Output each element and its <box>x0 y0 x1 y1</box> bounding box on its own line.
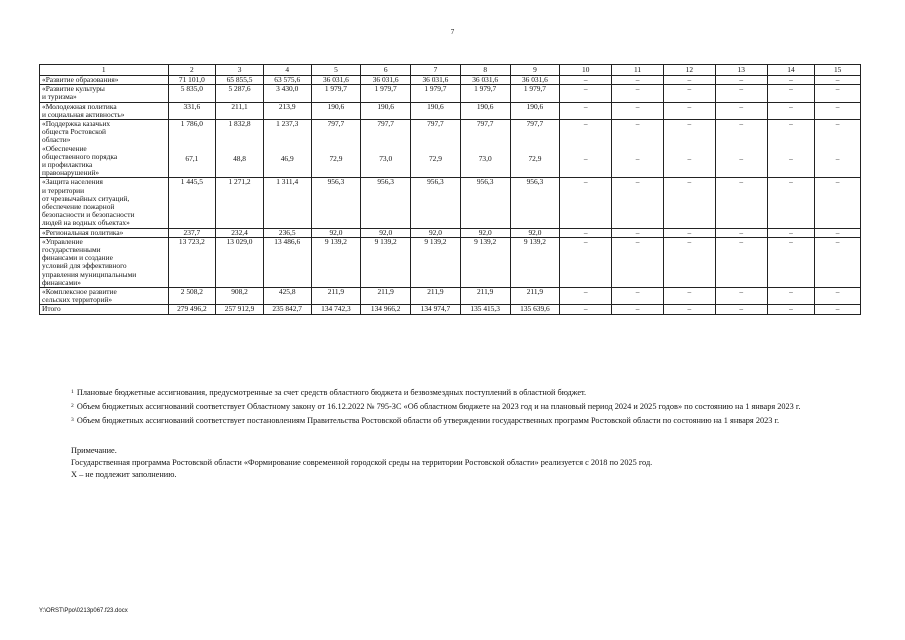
program-name-line: «Региональная политика» <box>42 227 124 237</box>
value-cell: 211,9 <box>361 288 411 305</box>
value-cell: 237,7 <box>168 228 216 237</box>
column-header: 4 <box>263 65 311 76</box>
program-name-line: общественного порядка <box>42 151 118 161</box>
empty-value-cell: – <box>715 237 767 287</box>
program-name-line: «Защита населения <box>42 177 103 187</box>
empty-value-cell: – <box>767 288 815 305</box>
value-cell: 2 508,2 <box>168 288 216 305</box>
value-cell: 65 855,5 <box>216 76 264 85</box>
footnote-text: Объем бюджетных ассигнований соответствует Областному закону от 16.12.2022 № 795-ЗС «Об областном бюджете на 2023 год и на плановый период 2024 и 2025 годов» по состоянию на 1 января 2023 г. <box>74 402 801 411</box>
empty-value-cell: – <box>767 120 815 145</box>
value-cell: 9 139,2 <box>510 237 560 287</box>
note-line: Государственная программа Ростовской области «Формирование современной городской среды на территории Ростовской области» реализуется с 2018 по 2025 год. <box>71 458 653 467</box>
empty-value-cell: – <box>560 85 612 102</box>
empty-value-cell: – <box>663 85 715 102</box>
empty-value-cell: – <box>560 305 612 314</box>
value-cell: 797,7 <box>311 120 361 145</box>
program-name-line: области» <box>42 135 71 145</box>
empty-value-cell: – <box>663 237 715 287</box>
table-row <box>40 288 861 305</box>
column-header: 5 <box>311 65 361 76</box>
value-cell: 135 639,6 <box>510 305 560 314</box>
column-header: 2 <box>168 65 216 76</box>
program-name-cell <box>40 120 169 145</box>
table-body <box>40 76 861 315</box>
program-name-line: обществ Ростовской <box>42 127 106 137</box>
empty-value-cell: – <box>767 102 815 119</box>
program-name-line: «Обеспечение <box>42 143 87 153</box>
value-cell: 92,0 <box>411 228 461 237</box>
empty-value-cell: – <box>767 228 815 237</box>
empty-value-cell: – <box>663 76 715 85</box>
empty-value-cell: – <box>715 288 767 305</box>
value-cell: 9 139,2 <box>361 237 411 287</box>
program-name-line: и туризма» <box>42 92 77 102</box>
empty-value-cell: – <box>663 145 715 178</box>
value-cell: 956,3 <box>311 178 361 228</box>
empty-value-cell: – <box>715 76 767 85</box>
empty-value-cell: – <box>560 237 612 287</box>
footnotes <box>39 388 864 482</box>
value-cell: 797,7 <box>411 120 461 145</box>
empty-value-cell: – <box>815 76 861 85</box>
value-cell: 797,7 <box>510 120 560 145</box>
empty-value-cell: – <box>815 178 861 228</box>
value-cell: 797,7 <box>460 120 510 145</box>
value-cell: 213,9 <box>263 102 311 119</box>
program-name-line: условий для эффективного <box>42 261 127 271</box>
value-cell: 63 575,6 <box>263 76 311 85</box>
column-header: 13 <box>715 65 767 76</box>
value-cell: 13 486,6 <box>263 237 311 287</box>
program-name-cell <box>40 228 169 237</box>
value-cell: 1 445,5 <box>168 178 216 228</box>
program-name-line: «Развитие образования» <box>42 75 119 84</box>
empty-value-cell: – <box>715 305 767 314</box>
empty-value-cell: – <box>767 145 815 178</box>
empty-value-cell: – <box>767 85 815 102</box>
empty-value-cell: – <box>815 85 861 102</box>
footnote-list <box>39 388 864 426</box>
empty-value-cell: – <box>715 85 767 102</box>
table-row <box>40 237 861 287</box>
value-cell: 211,1 <box>216 102 264 119</box>
value-cell: 1 979,7 <box>361 85 411 102</box>
program-name-line: «Поддержка казачьих <box>42 119 111 129</box>
table-row <box>40 228 861 237</box>
value-cell: 1 979,7 <box>411 85 461 102</box>
program-name-line: государственными <box>42 245 101 255</box>
empty-value-cell: – <box>767 76 815 85</box>
notes-title: Примечание. <box>71 446 117 455</box>
program-name-cell <box>40 145 169 178</box>
value-cell: 72,9 <box>411 145 461 178</box>
value-cell: 67,1 <box>168 145 216 178</box>
empty-value-cell: – <box>715 102 767 119</box>
empty-value-cell: – <box>815 120 861 145</box>
column-header: 3 <box>216 65 264 76</box>
value-cell: 46,9 <box>263 145 311 178</box>
empty-value-cell: – <box>815 102 861 119</box>
value-cell: 9 139,2 <box>311 237 361 287</box>
value-cell: 235 842,7 <box>263 305 311 314</box>
empty-value-cell: – <box>612 305 664 314</box>
footnote-number: 3 <box>71 417 74 423</box>
value-cell: 190,6 <box>460 102 510 119</box>
value-cell: 73,0 <box>361 145 411 178</box>
value-cell: 425,8 <box>263 288 311 305</box>
empty-value-cell: – <box>663 178 715 228</box>
empty-value-cell: – <box>560 145 612 178</box>
value-cell: 36 031,6 <box>311 76 361 85</box>
footnote-number: 1 <box>71 389 74 395</box>
footnote-number: 2 <box>71 403 74 409</box>
empty-value-cell: – <box>715 145 767 178</box>
table-row <box>40 305 861 314</box>
value-cell: 1 786,0 <box>168 120 216 145</box>
empty-value-cell: – <box>663 288 715 305</box>
program-name-line: обеспечение пожарной <box>42 202 115 212</box>
value-cell: 5 835,0 <box>168 85 216 102</box>
column-header: 12 <box>663 65 715 76</box>
value-cell: 1 979,7 <box>510 85 560 102</box>
program-name-line: правонарушений» <box>42 168 100 178</box>
notes-lines <box>71 458 864 480</box>
column-header: 15 <box>815 65 861 76</box>
program-name-line: и социальная активность» <box>42 109 125 119</box>
value-cell: 236,5 <box>263 228 311 237</box>
value-cell: 13 723,2 <box>168 237 216 287</box>
value-cell: 134 742,3 <box>311 305 361 314</box>
footnote-text: Плановые бюджетные ассигнования, предусмотренные за счет средств областного бюджета и безвозмездных поступлений в областной бюджет. <box>74 388 587 397</box>
program-name-line: и территории <box>42 185 85 195</box>
empty-value-cell: – <box>663 228 715 237</box>
program-name-line: сельских территорий» <box>42 295 113 305</box>
value-cell: 797,7 <box>361 120 411 145</box>
value-cell: 92,0 <box>361 228 411 237</box>
program-name-line: Итого <box>42 304 61 314</box>
value-cell: 3 430,0 <box>263 85 311 102</box>
program-name-line: безопасности и безопасности <box>42 210 135 220</box>
value-cell: 279 496,2 <box>168 305 216 314</box>
value-cell: 908,2 <box>216 288 264 305</box>
value-cell: 956,3 <box>460 178 510 228</box>
empty-value-cell: – <box>560 178 612 228</box>
empty-value-cell: – <box>612 178 664 228</box>
value-cell: 190,6 <box>361 102 411 119</box>
empty-value-cell: – <box>560 120 612 145</box>
empty-value-cell: – <box>612 145 664 178</box>
value-cell: 211,9 <box>411 288 461 305</box>
empty-value-cell: – <box>715 178 767 228</box>
program-name-cell <box>40 85 169 102</box>
empty-value-cell: – <box>560 228 612 237</box>
value-cell: 1 271,2 <box>216 178 264 228</box>
notes-block <box>39 446 864 480</box>
column-header: 1 <box>40 65 169 76</box>
program-name-line: финансами» <box>42 277 81 287</box>
page-number: 7 <box>450 28 455 36</box>
table-row <box>40 178 861 228</box>
value-cell: 211,9 <box>510 288 560 305</box>
empty-value-cell: – <box>663 120 715 145</box>
value-cell: 956,3 <box>411 178 461 228</box>
value-cell: 190,6 <box>510 102 560 119</box>
empty-value-cell: – <box>612 288 664 305</box>
empty-value-cell: – <box>767 237 815 287</box>
value-cell: 134 974,7 <box>411 305 461 314</box>
empty-value-cell: – <box>715 228 767 237</box>
value-cell: 331,6 <box>168 102 216 119</box>
value-cell: 36 031,6 <box>411 76 461 85</box>
value-cell: 956,3 <box>510 178 560 228</box>
value-cell: 92,0 <box>510 228 560 237</box>
value-cell: 1 832,8 <box>216 120 264 145</box>
budget-table <box>39 64 861 315</box>
value-cell: 36 031,6 <box>510 76 560 85</box>
program-name-line: и профилактика <box>42 160 93 170</box>
value-cell: 48,8 <box>216 145 264 178</box>
value-cell: 1 979,7 <box>460 85 510 102</box>
value-cell: 13 029,0 <box>216 237 264 287</box>
empty-value-cell: – <box>612 76 664 85</box>
empty-value-cell: – <box>612 237 664 287</box>
empty-value-cell: – <box>715 120 767 145</box>
value-cell: 956,3 <box>361 178 411 228</box>
empty-value-cell: – <box>767 305 815 314</box>
empty-value-cell: – <box>560 76 612 85</box>
footnote <box>39 388 864 398</box>
column-header: 8 <box>460 65 510 76</box>
value-cell: 9 139,2 <box>460 237 510 287</box>
empty-value-cell: – <box>767 178 815 228</box>
value-cell: 134 966,2 <box>361 305 411 314</box>
column-header: 10 <box>560 65 612 76</box>
empty-value-cell: – <box>560 288 612 305</box>
value-cell: 5 287,6 <box>216 85 264 102</box>
note-line: Х – не подлежит заполнению. <box>71 470 177 479</box>
program-name-cell <box>40 102 169 119</box>
table-row <box>40 120 861 145</box>
empty-value-cell: – <box>815 228 861 237</box>
footnote <box>39 402 864 412</box>
column-header: 7 <box>411 65 461 76</box>
program-name-line: «Развитие культуры <box>42 84 105 94</box>
program-name-line: «Комплексное развитие <box>42 287 117 297</box>
column-header: 11 <box>612 65 664 76</box>
value-cell: 190,6 <box>411 102 461 119</box>
value-cell: 36 031,6 <box>460 76 510 85</box>
value-cell: 73,0 <box>460 145 510 178</box>
empty-value-cell: – <box>815 288 861 305</box>
empty-value-cell: – <box>815 305 861 314</box>
empty-value-cell: – <box>663 102 715 119</box>
value-cell: 190,6 <box>311 102 361 119</box>
program-name-line: от чрезвычайных ситуаций, <box>42 193 130 203</box>
empty-value-cell: – <box>612 120 664 145</box>
table-row <box>40 102 861 119</box>
value-cell: 36 031,6 <box>361 76 411 85</box>
table-row <box>40 85 861 102</box>
file-path: Y:\ORST\Ppo\0213p067.f23.docx <box>39 608 128 614</box>
column-header: 14 <box>767 65 815 76</box>
program-name-line: людей на водных объектах» <box>42 218 130 228</box>
table-row <box>40 145 861 178</box>
empty-value-cell: – <box>612 85 664 102</box>
empty-value-cell: – <box>560 102 612 119</box>
empty-value-cell: – <box>815 145 861 178</box>
program-name-line: «Управление <box>42 236 83 246</box>
header-row <box>40 65 861 76</box>
value-cell: 9 139,2 <box>411 237 461 287</box>
value-cell: 1 237,3 <box>263 120 311 145</box>
empty-value-cell: – <box>663 305 715 314</box>
program-name-cell <box>40 237 169 287</box>
value-cell: 92,0 <box>311 228 361 237</box>
column-header: 6 <box>361 65 411 76</box>
program-name-cell <box>40 178 169 228</box>
program-name-cell <box>40 288 169 305</box>
value-cell: 72,9 <box>510 145 560 178</box>
value-cell: 135 415,3 <box>460 305 510 314</box>
value-cell: 257 912,9 <box>216 305 264 314</box>
value-cell: 1 979,7 <box>311 85 361 102</box>
value-cell: 211,9 <box>460 288 510 305</box>
program-name-line: «Молодежная политика <box>42 101 117 111</box>
value-cell: 211,9 <box>311 288 361 305</box>
table-row <box>40 76 861 85</box>
value-cell: 1 311,4 <box>263 178 311 228</box>
empty-value-cell: – <box>612 228 664 237</box>
value-cell: 92,0 <box>460 228 510 237</box>
empty-value-cell: – <box>612 102 664 119</box>
program-name-line: управления муниципальными <box>42 269 137 279</box>
program-name-cell <box>40 305 169 314</box>
value-cell: 232,4 <box>216 228 264 237</box>
column-header: 9 <box>510 65 560 76</box>
empty-value-cell: – <box>815 237 861 287</box>
program-name-line: финансами и создание <box>42 253 113 263</box>
value-cell: 71 101,0 <box>168 76 216 85</box>
footnote-text: Объем бюджетных ассигнований соответствует постановлениям Правительства Ростовской области об утверждении государственных программ Ростовской области по состоянию на 1 января 2023 г. <box>74 416 780 425</box>
value-cell: 72,9 <box>311 145 361 178</box>
footnote <box>39 416 864 426</box>
